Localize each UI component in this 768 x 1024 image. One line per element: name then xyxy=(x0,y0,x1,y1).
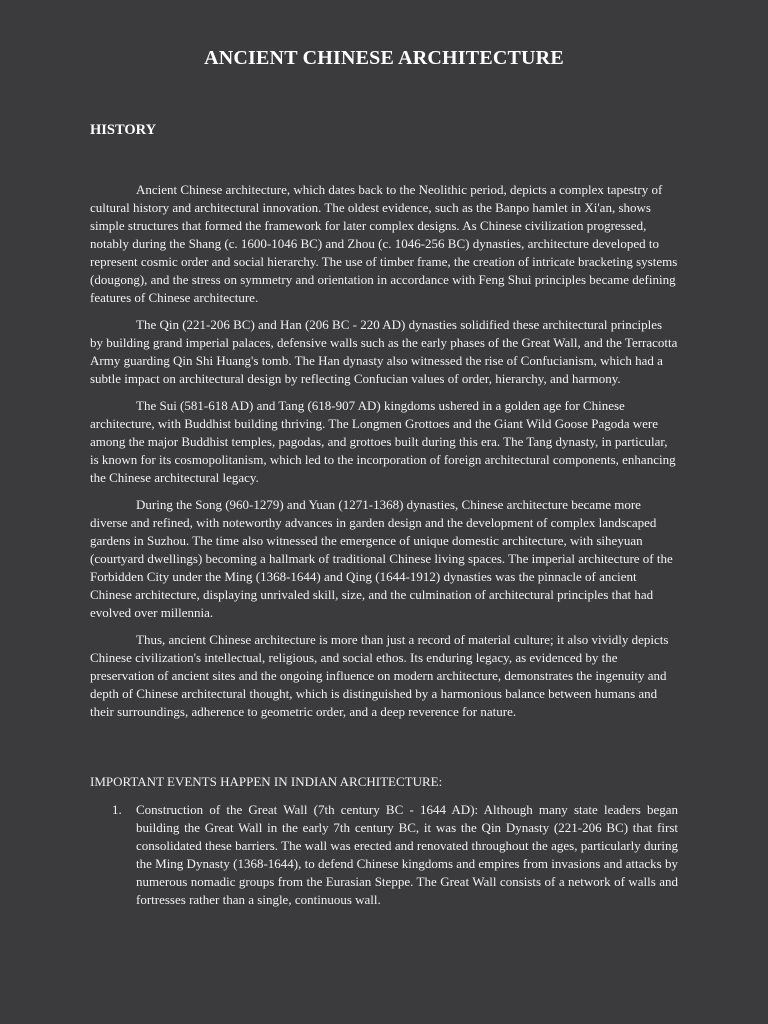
history-body xyxy=(90,181,678,730)
events-list xyxy=(90,801,678,909)
paragraph: The Sui (581-618 AD) and Tang (618-907 AD) kingdoms ushered in a golden age for Chinese architecture, with Buddhist building thriving. The Longmen Grottoes and the Giant Wild Goose Pagoda were among the major Buddhist temples, pagodas, and grottoes built during this era. The Tang dynasty, in particular, is known for its cosmopolitanism, which led to the incorporation of foreign architectural components, enhancing the Chinese architectural legacy. xyxy=(90,398,676,485)
list-item-text: Construction of the Great Wall (7th century BC - 1644 AD): Although many state leaders began building the Great Wall in the early 7th century BC, it was the Qin Dynasty (221-206 BC) that first consolidated these barriers. The wall was erected and renovated throughout the ages, particularly during the Ming Dynasty (1368-1644), to defend Chinese kingdoms and empires from invasions and attacks by numerous nomadic groups from the Eurasian Steppe. The Great Wall consists of a network of walls and fortresses rather than a single, continuous wall. xyxy=(136,802,678,907)
paragraph: During the Song (960-1279) and Yuan (1271-1368) dynasties, Chinese architecture became more diverse and refined, with noteworthy advances in garden design and the development of complex landscaped gardens in Suzhou. The time also witnessed the emergence of unique domestic architecture, with siheyuan (courtyard dwellings) becoming a hallmark of traditional Chinese living spaces. The imperial architecture of the Forbidden City under the Ming (1368-1644) and Qing (1644-1912) dynasties was the pinnacle of ancient Chinese architecture, displaying unrivaled skill, size, and the culmination of architectural principles that had evolved over millennia. xyxy=(90,497,673,620)
document-title: ANCIENT CHINESE ARCHITECTURE xyxy=(204,47,564,69)
list-item xyxy=(90,801,678,909)
paragraph: Thus, ancient Chinese architecture is more than just a record of material culture; it also vividly depicts Chinese civilization's intellectual, religious, and social ethos. Its enduring legacy, as evidenced by the preservation of ancient sites and the ongoing influence on modern architecture, demonstrates the ingenuity and depth of Chinese architectural thought, which is distinguished by a harmonious balance between humans and their surroundings, adherence to geometric order, and a deep reverence for nature. xyxy=(90,632,669,719)
paragraph: The Qin (221-206 BC) and Han (206 BC - 220 AD) dynasties solidified these architectural principles by building grand imperial palaces, defensive walls such as the early phases of the Great Wall, and the Terracotta Army guarding Qin Shi Huang's tomb. The Han dynasty also witnessed the rise of Confucianism, which had a subtle impact on architectural design by reflecting Confucian values of order, hierarchy, and harmony. xyxy=(90,317,678,386)
section-heading-history: HISTORY xyxy=(90,122,157,138)
list-item-number: 1. xyxy=(112,802,122,817)
events-heading: IMPORTANT EVENTS HAPPEN IN INDIAN ARCHITECTURE: xyxy=(90,774,443,789)
paragraph: Ancient Chinese architecture, which dates back to the Neolithic period, depicts a complex tapestry of cultural history and architectural innovation. The oldest evidence, such as the Banpo hamlet in Xi'an, shows simple structures that formed the framework for later complex designs. As Chinese civilization progressed, notably during the Shang (c. 1600-1046 BC) and Zhou (c. 1046-256 BC) dynasties, architecture developed to represent cosmic order and social hierarchy. The use of timber frame, the creation of intricate bracketing systems (dougong), and the stress on symmetry and orientation in accordance with Feng Shui principles became defining features of Chinese architecture. xyxy=(90,182,678,305)
